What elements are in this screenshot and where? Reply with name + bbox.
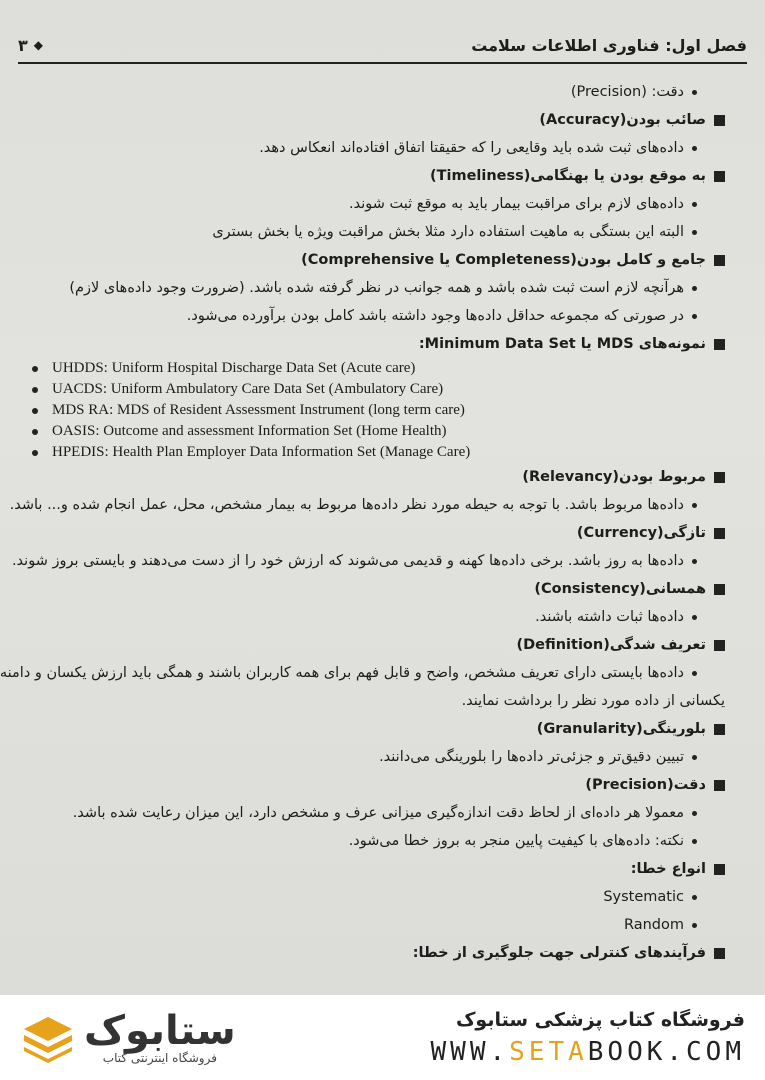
bullet-item (24, 302, 725, 330)
section-heading (24, 246, 725, 274)
bullet-dot-icon (692, 923, 697, 928)
section-heading (24, 463, 725, 491)
heading-text: صائب بودن(Accuracy) (539, 112, 706, 128)
bullet-dot-icon (692, 146, 697, 151)
bullet-text: Random (623, 917, 684, 933)
section-heading (24, 575, 725, 603)
bullet-text: البته این بستگی به ماهیت استفاده دارد مثلا بخش مراقبت ویژه یا بخش بستری (212, 224, 684, 240)
bullet-dot-icon (692, 671, 697, 676)
bullet-item (24, 134, 725, 162)
bullet-item (24, 274, 725, 302)
bullet-dot-icon (692, 230, 697, 235)
bullet-dot-icon (32, 429, 38, 435)
logo-subtitle: فروشگاه اینترنتی کتاب (102, 1050, 217, 1065)
bullet-dot-icon (692, 755, 697, 760)
section-heading (24, 939, 725, 967)
list-item-text: OASIS: Outcome and assessment Information Set (Home Health) (52, 423, 447, 439)
page-header (18, 28, 747, 64)
mds-list-item (24, 442, 725, 463)
mds-list-item (24, 379, 725, 400)
heading-text: نمونه‌های MDS یا Minimum Data Set: (418, 336, 706, 352)
bullet-text: تبیین دقیق‌تر و جزئی‌تر داده‌ها را بلورینگی می‌دانند. (379, 749, 684, 765)
shop-name: فروشگاه کتاب پزشکی ستابوک (455, 1008, 745, 1031)
bullet-item (24, 743, 725, 771)
bullet-dot-icon (692, 202, 697, 207)
page-number: ۳ (18, 35, 28, 55)
page-content (0, 78, 725, 967)
paragraph-text: یکسانی از داده مورد نظر را برداشت نمایند. (461, 693, 725, 709)
list-item-text: HPEDIS: Health Plan Employer Data Information Set (Manage Care) (52, 444, 471, 460)
paragraph-line (24, 687, 725, 715)
bullet-item (9, 491, 725, 519)
section-heading (24, 162, 725, 190)
heading-text: مربوط بودن(Relevancy) (522, 469, 706, 485)
bullet-dot-icon (692, 559, 697, 564)
bullet-text: معمولا هر داده‌ای از لحاظ دقت اندازه‌گیری میزانی عرف و مشخص دارد، این میزان رعایت شده باشد. (72, 805, 684, 821)
page-number-group (18, 36, 43, 55)
url-suffix: BOOK.COM (587, 1036, 745, 1067)
list-item-text: UACDS: Uniform Ambulatory Care Data Set (Ambulatory Care) (52, 381, 444, 397)
bullet-text: داده‌ها مربوط باشد. با توجه به حیطه مورد نظر داده‌ها مربوط به بیمار مشخص، محل، عمل انجام شده و... باشد. (9, 497, 684, 513)
shop-url[interactable] (431, 1037, 745, 1067)
bullet-dot-icon (692, 503, 697, 508)
bullet-dot-icon (692, 895, 697, 900)
bullet-dot-icon (32, 387, 38, 393)
heading-text: فرآیندهای کنترلی جهت جلوگیری از خطا: (412, 945, 706, 961)
bullet-text: دقت: (Precision) (570, 84, 684, 100)
square-bullet-icon (714, 339, 725, 350)
diamond-icon: ◆ (33, 38, 43, 52)
chapter-title: فصل اول: فناوری اطلاعات سلامت (471, 35, 747, 55)
square-bullet-icon (714, 640, 725, 651)
heading-text: بلورینگی(Granularity) (536, 721, 706, 737)
bullet-item (24, 603, 725, 631)
bullet-text: Systematic (603, 889, 684, 905)
list-item-text: UHDDS: Uniform Hospital Discharge Data Set (Acute care) (52, 360, 416, 376)
square-bullet-icon (714, 528, 725, 539)
square-bullet-icon (714, 864, 725, 875)
bullet-item (0, 659, 725, 687)
url-prefix: WWW. (430, 1036, 510, 1067)
section-heading (24, 855, 725, 883)
heading-text: همسانی(Consistency) (534, 581, 706, 597)
bullet-dot-icon (692, 314, 697, 319)
mds-list-item (24, 421, 725, 442)
shop-info (431, 1009, 745, 1067)
bullet-item (24, 911, 725, 939)
heading-text: جامع و کامل بودن(Completeness یا Comprehensive) (301, 252, 706, 268)
square-bullet-icon (714, 171, 725, 182)
chapter-heading (471, 36, 747, 55)
heading-text: تعریف شدگی(Definition) (516, 637, 706, 653)
bullet-item (24, 78, 725, 106)
heading-text: دقت(Precision) (585, 777, 706, 793)
publisher-footer (0, 995, 765, 1080)
mds-list-item (24, 400, 725, 421)
bullet-text: داده‌های لازم برای مراقبت بیمار باید به موقع ثبت شوند. (348, 196, 684, 212)
heading-text: انواع خطا: (630, 861, 706, 877)
bullet-text: در صورتی که مجموعه حداقل داده‌ها وجود داشته باشد کامل بودن برآورده می‌شود. (186, 308, 684, 324)
bullet-text: داده‌ها ثبات داشته باشند. (535, 609, 684, 625)
logo-text: ستابوک (84, 1007, 236, 1054)
setabook-logo (22, 1007, 236, 1065)
bullet-text: هرآنچه لازم است ثبت شده باشد و همه جوانب در نظر گرفته شده باشد. (ضرورت وجود داده‌های لازم) (69, 280, 684, 296)
section-heading (24, 106, 725, 134)
bullet-dot-icon (692, 90, 697, 95)
square-bullet-icon (714, 255, 725, 266)
url-accent: SETA (509, 1036, 588, 1067)
bullet-dot-icon (32, 408, 38, 414)
bullet-dot-icon (32, 366, 38, 372)
bullet-text: نکته: داده‌های با کیفیت پایین منجر به بروز خطا می‌شود. (348, 833, 684, 849)
section-heading (24, 330, 725, 358)
square-bullet-icon (714, 780, 725, 791)
section-heading (24, 771, 725, 799)
bullet-item (11, 547, 725, 575)
bullet-dot-icon (692, 811, 697, 816)
section-heading (24, 519, 725, 547)
square-bullet-icon (714, 584, 725, 595)
bullet-item (24, 827, 725, 855)
bullet-text: داده‌های ثبت شده باید وقایعی را که حقیقتا اتفاق افتاده‌اند انعکاس دهد. (259, 140, 684, 156)
square-bullet-icon (714, 472, 725, 483)
bullet-item (24, 883, 725, 911)
square-bullet-icon (714, 948, 725, 959)
square-bullet-icon (714, 724, 725, 735)
section-heading (24, 715, 725, 743)
bullet-text: داده‌ها بایستی دارای تعریف مشخص، واضح و قابل فهم برای همه کاربران باشند و همگی باید ارزش یکسان و دامنه (0, 665, 684, 681)
book-stack-icon (22, 1013, 74, 1063)
square-bullet-icon (714, 115, 725, 126)
bullet-dot-icon (692, 615, 697, 620)
bullet-text: داده‌ها به روز باشد. برخی داده‌ها کهنه و قدیمی می‌شوند که ارزش خود را از دست می‌دهند و بایستی بروز شوند. (11, 553, 684, 569)
list-item-text: MDS RA: MDS of Resident Assessment Instrument (long term care) (52, 402, 465, 418)
heading-text: به موقع بودن یا بهنگامی(Timeliness) (429, 168, 706, 184)
bullet-dot-icon (692, 839, 697, 844)
bullet-item (24, 799, 725, 827)
bullet-item (24, 218, 725, 246)
mds-list-item (24, 358, 725, 379)
bullet-item (24, 190, 725, 218)
bullet-dot-icon (32, 450, 38, 456)
bullet-dot-icon (692, 286, 697, 291)
section-heading (24, 631, 725, 659)
heading-text: تازگی(Currency) (576, 525, 706, 541)
